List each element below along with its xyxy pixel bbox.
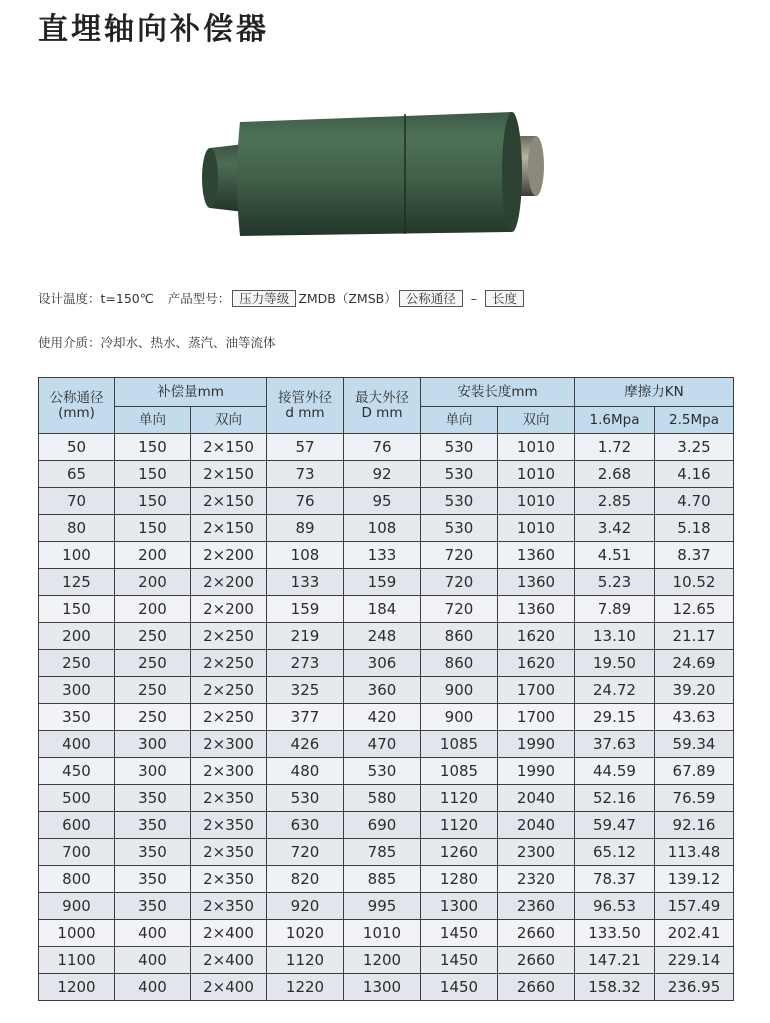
cell-dn: 450 [39, 758, 115, 785]
cell-dn: 900 [39, 893, 115, 920]
cell-friction-25: 92.16 [655, 812, 734, 839]
cell-friction-16: 37.63 [575, 731, 655, 758]
cell-comp-double: 2×250 [191, 650, 267, 677]
cell-friction-16: 19.50 [575, 650, 655, 677]
cell-friction-25: 5.18 [655, 515, 734, 542]
cell-friction-16: 96.53 [575, 893, 655, 920]
table-row [39, 839, 734, 866]
cell-install-double: 1700 [498, 704, 575, 731]
cell-comp-double: 2×350 [191, 785, 267, 812]
cell-install-single: 1085 [421, 731, 498, 758]
cell-friction-16: 3.42 [575, 515, 655, 542]
cell-pipe-od: 159 [267, 596, 344, 623]
cell-max-od: 95 [344, 488, 421, 515]
cell-install-double: 1990 [498, 731, 575, 758]
cell-install-single: 900 [421, 704, 498, 731]
cell-install-single: 1450 [421, 920, 498, 947]
cell-comp-double: 2×250 [191, 623, 267, 650]
cell-pipe-od: 377 [267, 704, 344, 731]
header-friction-16: 1.6Mpa [575, 407, 655, 434]
cell-pipe-od: 720 [267, 839, 344, 866]
header-friction: 摩擦力KN [575, 378, 734, 407]
cell-comp-double: 2×300 [191, 731, 267, 758]
cell-dn: 1200 [39, 974, 115, 1001]
table-row [39, 758, 734, 785]
cell-install-single: 1120 [421, 785, 498, 812]
cell-dn: 300 [39, 677, 115, 704]
cell-pipe-od: 73 [267, 461, 344, 488]
cell-pipe-od: 273 [267, 650, 344, 677]
cell-max-od: 995 [344, 893, 421, 920]
cell-install-single: 720 [421, 596, 498, 623]
cell-comp-double: 2×200 [191, 569, 267, 596]
cell-dn: 600 [39, 812, 115, 839]
cell-dn: 65 [39, 461, 115, 488]
cell-friction-16: 65.12 [575, 839, 655, 866]
cell-max-od: 76 [344, 434, 421, 461]
cell-pipe-od: 108 [267, 542, 344, 569]
table-row [39, 461, 734, 488]
spec-table-body [39, 434, 734, 1001]
spec-table-container [38, 377, 733, 1002]
cell-comp-double: 2×350 [191, 839, 267, 866]
cell-comp-double: 2×400 [191, 920, 267, 947]
cell-install-double: 2040 [498, 785, 575, 812]
header-max-od-unit: D mm [361, 404, 403, 421]
cell-friction-16: 147.21 [575, 947, 655, 974]
cell-dn: 700 [39, 839, 115, 866]
nominal-diameter-box: 公称通径 [399, 290, 463, 307]
cell-install-double: 2360 [498, 893, 575, 920]
cell-dn: 400 [39, 731, 115, 758]
cell-friction-25: 39.20 [655, 677, 734, 704]
cell-dn: 100 [39, 542, 115, 569]
header-nominal-diameter: 公称通径(mm) [39, 378, 115, 434]
cell-comp-double: 2×150 [191, 461, 267, 488]
cell-max-od: 184 [344, 596, 421, 623]
cell-friction-16: 44.59 [575, 758, 655, 785]
cell-friction-25: 21.17 [655, 623, 734, 650]
cell-install-single: 1280 [421, 866, 498, 893]
cell-friction-16: 2.68 [575, 461, 655, 488]
cell-install-double: 2660 [498, 974, 575, 1001]
cell-comp-single: 400 [115, 974, 191, 1001]
cell-install-double: 1360 [498, 596, 575, 623]
cell-max-od: 133 [344, 542, 421, 569]
cell-install-double: 1360 [498, 542, 575, 569]
cell-install-double: 1010 [498, 461, 575, 488]
cell-friction-16: 24.72 [575, 677, 655, 704]
cell-comp-single: 350 [115, 893, 191, 920]
cell-max-od: 360 [344, 677, 421, 704]
cell-comp-single: 250 [115, 677, 191, 704]
cell-max-od: 159 [344, 569, 421, 596]
cell-dn: 350 [39, 704, 115, 731]
cell-comp-single: 400 [115, 947, 191, 974]
medium-note: 使用介质：冷却水、热水、蒸汽、油等流体 [38, 335, 276, 350]
cell-friction-16: 4.51 [575, 542, 655, 569]
cell-comp-single: 350 [115, 785, 191, 812]
cell-pipe-od: 219 [267, 623, 344, 650]
cell-install-double: 2040 [498, 812, 575, 839]
separator-dash: – [470, 290, 477, 306]
cell-max-od: 306 [344, 650, 421, 677]
spec-table [38, 377, 734, 1001]
cell-friction-16: 2.85 [575, 488, 655, 515]
table-row [39, 677, 734, 704]
cell-friction-25: 76.59 [655, 785, 734, 812]
cell-friction-25: 59.34 [655, 731, 734, 758]
table-row [39, 866, 734, 893]
cell-install-single: 1120 [421, 812, 498, 839]
cell-install-double: 2660 [498, 947, 575, 974]
cell-comp-single: 150 [115, 515, 191, 542]
cell-friction-16: 133.50 [575, 920, 655, 947]
cell-dn: 250 [39, 650, 115, 677]
cell-install-single: 530 [421, 461, 498, 488]
cell-install-single: 530 [421, 515, 498, 542]
cell-friction-25: 202.41 [655, 920, 734, 947]
cell-install-single: 530 [421, 488, 498, 515]
table-row [39, 569, 734, 596]
cell-max-od: 92 [344, 461, 421, 488]
cell-max-od: 108 [344, 515, 421, 542]
cell-pipe-od: 820 [267, 866, 344, 893]
table-row [39, 623, 734, 650]
header-pipe-od-label: 接管外径 [278, 389, 332, 406]
cell-comp-single: 350 [115, 839, 191, 866]
cell-comp-single: 250 [115, 650, 191, 677]
cell-max-od: 470 [344, 731, 421, 758]
cell-comp-single: 150 [115, 461, 191, 488]
cell-install-single: 860 [421, 623, 498, 650]
cell-comp-double: 2×150 [191, 515, 267, 542]
cell-install-double: 1010 [498, 434, 575, 461]
cell-dn: 80 [39, 515, 115, 542]
cell-comp-double: 2×350 [191, 812, 267, 839]
table-row [39, 650, 734, 677]
cell-install-single: 720 [421, 569, 498, 596]
table-row [39, 731, 734, 758]
cell-friction-25: 10.52 [655, 569, 734, 596]
cell-install-double: 1010 [498, 488, 575, 515]
cell-comp-single: 300 [115, 758, 191, 785]
cell-install-single: 1300 [421, 893, 498, 920]
cell-pipe-od: 630 [267, 812, 344, 839]
cell-install-double: 1620 [498, 650, 575, 677]
cell-pipe-od: 1220 [267, 974, 344, 1001]
cell-dn: 1000 [39, 920, 115, 947]
page-title: 直埋轴向补偿器 [38, 12, 269, 47]
cell-max-od: 530 [344, 758, 421, 785]
cell-comp-double: 2×250 [191, 677, 267, 704]
spec-line [38, 289, 526, 307]
cell-max-od: 690 [344, 812, 421, 839]
cell-max-od: 785 [344, 839, 421, 866]
header-install-length: 安装长度mm [421, 378, 575, 407]
cell-friction-16: 7.89 [575, 596, 655, 623]
cell-friction-16: 1.72 [575, 434, 655, 461]
table-row [39, 515, 734, 542]
cell-friction-25: 8.37 [655, 542, 734, 569]
cell-dn: 1100 [39, 947, 115, 974]
cell-install-double: 2660 [498, 920, 575, 947]
cell-pipe-od: 89 [267, 515, 344, 542]
cell-friction-25: 12.65 [655, 596, 734, 623]
cell-comp-single: 350 [115, 866, 191, 893]
cell-friction-25: 24.69 [655, 650, 734, 677]
header-install-single: 单向 [421, 407, 498, 434]
design-temperature: 设计温度：t=150℃ [38, 291, 154, 306]
cell-max-od: 1200 [344, 947, 421, 974]
cell-comp-single: 150 [115, 434, 191, 461]
cell-friction-16: 158.32 [575, 974, 655, 1001]
cell-comp-double: 2×350 [191, 893, 267, 920]
cell-max-od: 1300 [344, 974, 421, 1001]
cell-dn: 50 [39, 434, 115, 461]
cell-friction-25: 139.12 [655, 866, 734, 893]
cell-install-single: 1450 [421, 947, 498, 974]
compensator-product-image [200, 108, 545, 248]
table-row [39, 596, 734, 623]
cell-install-single: 1260 [421, 839, 498, 866]
header-friction-25: 2.5Mpa [655, 407, 734, 434]
length-box: 长度 [485, 290, 524, 307]
cell-comp-single: 200 [115, 542, 191, 569]
cell-comp-double: 2×200 [191, 542, 267, 569]
cell-comp-single: 250 [115, 704, 191, 731]
cell-comp-double: 2×250 [191, 704, 267, 731]
cell-pipe-od: 920 [267, 893, 344, 920]
cell-friction-25: 236.95 [655, 974, 734, 1001]
cell-friction-25: 3.25 [655, 434, 734, 461]
table-row [39, 974, 734, 1001]
cell-friction-25: 4.70 [655, 488, 734, 515]
table-row [39, 785, 734, 812]
cell-comp-double: 2×300 [191, 758, 267, 785]
table-row [39, 920, 734, 947]
cell-pipe-od: 57 [267, 434, 344, 461]
cell-install-single: 900 [421, 677, 498, 704]
cell-install-single: 860 [421, 650, 498, 677]
table-row [39, 893, 734, 920]
cell-pipe-od: 530 [267, 785, 344, 812]
cell-install-double: 1010 [498, 515, 575, 542]
cell-pipe-od: 133 [267, 569, 344, 596]
cell-dn: 125 [39, 569, 115, 596]
header-pipe-od [267, 378, 344, 434]
header-pipe-od-unit: d mm [285, 404, 325, 421]
cell-comp-single: 300 [115, 731, 191, 758]
cell-pipe-od: 480 [267, 758, 344, 785]
cell-install-double: 1620 [498, 623, 575, 650]
cell-comp-single: 350 [115, 812, 191, 839]
cell-comp-double: 2×150 [191, 434, 267, 461]
cell-install-single: 1450 [421, 974, 498, 1001]
cell-dn: 70 [39, 488, 115, 515]
cell-friction-25: 43.63 [655, 704, 734, 731]
header-compensation: 补偿量mm [115, 378, 267, 407]
cell-pipe-od: 1020 [267, 920, 344, 947]
cell-comp-double: 2×150 [191, 488, 267, 515]
cell-max-od: 248 [344, 623, 421, 650]
cell-max-od: 885 [344, 866, 421, 893]
cell-install-single: 530 [421, 434, 498, 461]
cell-install-double: 1360 [498, 569, 575, 596]
cell-comp-single: 200 [115, 569, 191, 596]
cell-max-od: 420 [344, 704, 421, 731]
table-row [39, 704, 734, 731]
cell-comp-double: 2×400 [191, 947, 267, 974]
cell-dn: 800 [39, 866, 115, 893]
table-row [39, 488, 734, 515]
cell-friction-16: 13.10 [575, 623, 655, 650]
model-code: ZMDB（ZMSB） [298, 291, 397, 306]
cell-pipe-od: 426 [267, 731, 344, 758]
cell-pipe-od: 76 [267, 488, 344, 515]
table-row [39, 812, 734, 839]
cell-dn: 500 [39, 785, 115, 812]
table-row [39, 434, 734, 461]
header-install-double: 双向 [498, 407, 575, 434]
cell-dn: 200 [39, 623, 115, 650]
model-label: 产品型号： [167, 291, 231, 306]
cell-comp-double: 2×350 [191, 866, 267, 893]
cell-friction-16: 52.16 [575, 785, 655, 812]
header-comp-double: 双向 [191, 407, 267, 434]
cell-install-double: 1700 [498, 677, 575, 704]
cell-friction-25: 229.14 [655, 947, 734, 974]
cell-install-single: 720 [421, 542, 498, 569]
cell-friction-16: 78.37 [575, 866, 655, 893]
cell-comp-single: 400 [115, 920, 191, 947]
cell-comp-double: 2×200 [191, 596, 267, 623]
cell-max-od: 1010 [344, 920, 421, 947]
pressure-grade-box: 压力等级 [232, 290, 296, 307]
table-row [39, 947, 734, 974]
cell-comp-double: 2×400 [191, 974, 267, 1001]
cell-pipe-od: 1120 [267, 947, 344, 974]
cell-max-od: 580 [344, 785, 421, 812]
header-comp-single: 单向 [115, 407, 191, 434]
cell-friction-25: 4.16 [655, 461, 734, 488]
cell-dn: 150 [39, 596, 115, 623]
cell-install-double: 1990 [498, 758, 575, 785]
cell-friction-16: 59.47 [575, 812, 655, 839]
header-max-od [344, 378, 421, 434]
cell-friction-16: 29.15 [575, 704, 655, 731]
cell-install-double: 2300 [498, 839, 575, 866]
table-row [39, 542, 734, 569]
cell-pipe-od: 325 [267, 677, 344, 704]
header-max-od-label: 最大外径 [355, 389, 409, 406]
cell-install-double: 2320 [498, 866, 575, 893]
cell-install-single: 1085 [421, 758, 498, 785]
cell-friction-25: 67.89 [655, 758, 734, 785]
cell-comp-single: 150 [115, 488, 191, 515]
cell-friction-16: 5.23 [575, 569, 655, 596]
cell-friction-25: 113.48 [655, 839, 734, 866]
cell-comp-single: 200 [115, 596, 191, 623]
cell-friction-25: 157.49 [655, 893, 734, 920]
cell-comp-single: 250 [115, 623, 191, 650]
